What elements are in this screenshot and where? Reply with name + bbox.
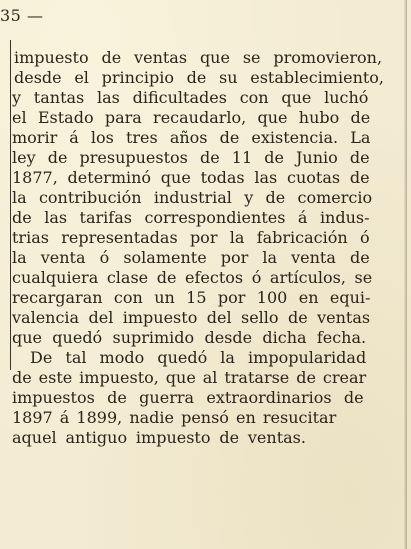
- text-line: el Estado para recaudarlo, que hubo de: [12, 108, 371, 127]
- text-line: desde el principio de su establecimiento,: [14, 68, 385, 87]
- text-line: de las tarifas correspondientes á indus-: [12, 208, 370, 227]
- text-line: 1877, determinó que todas las cuotas de: [12, 168, 370, 187]
- text-line: aquel antiguo impuesto de ventas.: [12, 428, 306, 447]
- text-line: trias representadas por la fabricación ó: [12, 228, 370, 247]
- page-edge-shadow: [404, 0, 407, 549]
- text-line: y tantas las dificultades con que luchó: [12, 88, 369, 107]
- text-line: impuesto de ventas que se promovieron,: [14, 48, 383, 67]
- text-line: ley de presupuestos de 11 de Junio de: [12, 148, 370, 167]
- margin-rule: [10, 40, 11, 370]
- text-line: recargaran con un 15 por 100 en equi-: [12, 288, 371, 307]
- text-line: impuestos de guerra extraordinarios de: [12, 388, 364, 407]
- text-line: valencia del impuesto del sello de ventas: [12, 308, 371, 327]
- text-line: de este impuesto, que al tratarse de crear: [12, 368, 367, 387]
- text-line: que quedó suprimido desde dicha fecha.: [12, 328, 367, 347]
- text-line: 1897 á 1899, nadie pensó en resucitar: [12, 408, 337, 427]
- page-header: 35 —: [0, 6, 44, 25]
- text-line: De tal modo quedó la impopularidad: [30, 348, 367, 367]
- text-line: la contribución industrial y de comercio: [12, 188, 373, 207]
- text-line: la venta ó solamente por la venta de: [12, 248, 370, 267]
- text-line: cualquiera clase de efectos ó artículos, se: [12, 268, 373, 287]
- text-line: morir á los tres años de existencia. La: [12, 128, 371, 147]
